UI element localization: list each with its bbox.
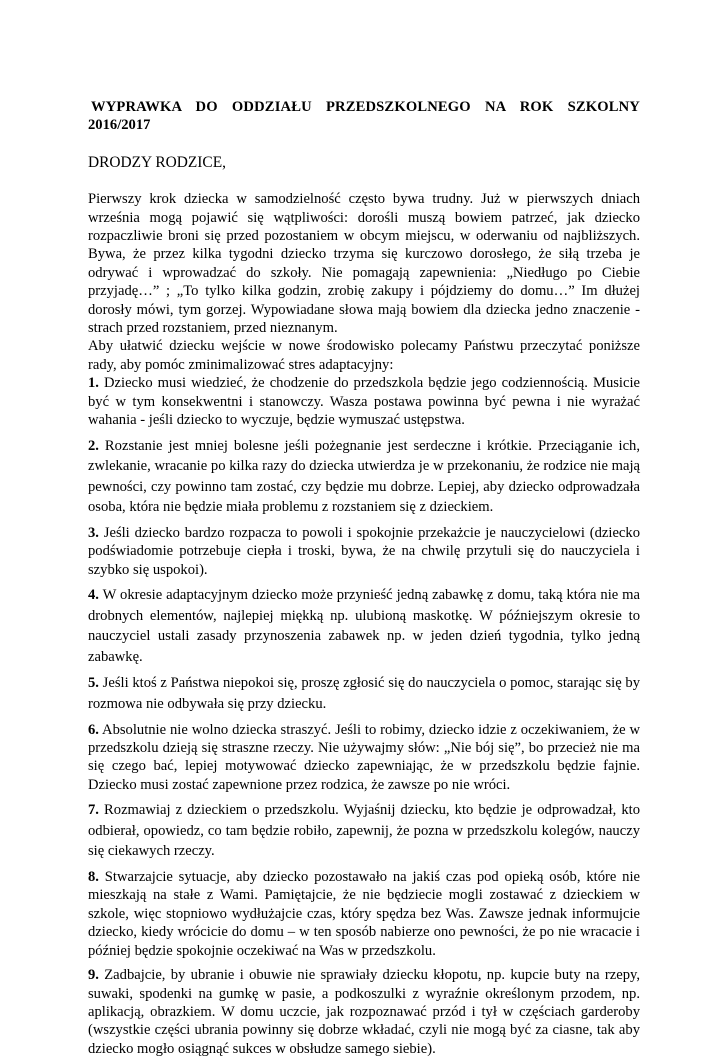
tip-text: Jeśli ktoś z Państwa niepokoi się, proszę zgłosić się do nauczyciela o pomoc, starając się by rozmowa nie odbywała się przy dziecku.	[88, 675, 640, 713]
tip-number: 8.	[88, 869, 99, 886]
tip-number: 7.	[88, 802, 99, 819]
intro-paragraph: Pierwszy krok dziecka w samodzielność często bywa trudny. Już w pierwszych dniach września mogą pojawić się wątpliwości: dorośli muszą bowiem patrzeć, jak dziecko rozpaczliwie broni się przed pozostaniem w obcym miejscu, w oderwaniu od najbliższych. Bywa, że przez kilka tygodni dziecko trzyma się kurczowo dorosłego, że siłą trzeba je odrywać i wprowadzać do szkoły. Nie pomagają zapewnienia: „Niedługo po Ciebie przyjadę…” ; „To tylko kilka godzin, zrobię zakupy i pójdziemy do domu…” Im dłużej dorosły mówi, tym gorzej. Wypowiadane słowa mają bowiem dla dziecka jedno znaczenie - strach przed rozstaniem, przed nieznanym.	[88, 191, 640, 337]
tip-number: 9.	[88, 967, 99, 984]
greeting: DRODZY RODZICE,	[88, 153, 226, 171]
tip-item-8	[88, 868, 640, 960]
tip-text: W okresie adaptacyjnym dziecko może przynieść jedną zabawkę z domu, taką która nie ma drobnych elementów, najlepiej miękką np. ulubioną maskotkę. W późniejszym okresie to nauczyciel ustali zasady przynoszenia zabawek np. w jeden dzień tygodnia, tylko jedną zabawkę.	[88, 587, 640, 665]
tip-number: 1.	[88, 375, 99, 392]
document-title: WYPRAWKA DO ODDZIAŁU PRZEDSZKOLNEGO NA ROK SZKOLNY	[91, 99, 640, 115]
lead-in-paragraph: Aby ułatwić dziecku wejście w nowe środowisko polecamy Państwu przeczytać poniższe rady, aby pomóc zminimalizować stres adaptacyjny:	[88, 338, 640, 373]
tips-list	[88, 374, 640, 1058]
document-content	[88, 98, 640, 1058]
tip-text: Stwarzajcie sytuacje, aby dziecko pozostawało na jakiś czas pod opieką osób, które nie mieszkają na stałe z Wami. Pamiętajcie, że nie będziecie mogli zostawać z dzieckiem w szkole, więc stopniowo wydłużajcie czas, który spędza bez Was. Zawsze jednak informujcie dziecko, kiedy wrócicie do domu – w ten sposób nabierze ono pewności, że po nie wracacie i później będzie spokojnie oczekiwać na Was w przedszkolu.	[88, 869, 640, 959]
tip-item-1	[88, 374, 640, 429]
tip-text: Jeśli dziecko bardzo rozpacza to powoli i spokojnie przekażcie je nauczycielowi (dziecko podświadomie potrzebuje ciepła i troski, bywa, że na chwilę przytuli się do nauczyciela i szybko się uspokoi).	[88, 524, 640, 578]
tip-item-3	[88, 524, 640, 579]
tip-item-6	[88, 721, 640, 795]
tip-number: 6.	[88, 721, 99, 738]
tip-text: Zadbajcie, by ubranie i obuwie nie sprawiały dziecku kłopotu, np. kupcie buty na rzepy, suwaki, spodenki na gumkę w pasie, a podkoszulki z wyraźnie określonym przodem, np. aplikacją, obrazkiem. W domu uczcie, jak rozpoznawać przód i tył w częściach garderoby (wszystkie części ubrania powinny się dobrze wkładać, czyli nie mogą być za ciasne, tak aby dziecko mogło osiągnąć sukces w obsłudze samego siebie).	[88, 967, 640, 1057]
tip-item-9	[88, 966, 640, 1058]
document-title-year: 2016/2017	[88, 117, 151, 134]
tip-number: 2.	[88, 437, 99, 454]
tip-text: Rozstanie jest mniej bolesne jeśli pożegnanie jest serdeczne i krótkie. Przeciąganie ich, zwlekanie, wracanie po kilka razy do dziecka utwierdza je w przekonaniu, że rodzice nie mają pewności, czy powinno tam zostać, czy będzie mu dobrze. Lepiej, aby dziecko odprowadzała osoba, która nie będzie miała problemu z rozstaniem się z dzieckiem.	[88, 437, 640, 516]
tip-text: Absolutnie nie wolno dziecka straszyć. Jeśli to robimy, dziecko idzie z oczekiwaniem, że w przedszkolu dzieją się straszne rzeczy. Nie używajmy słów: „Nie bój się”, bo przecież nie ma się czego bać, lepiej motywować dziecko zapewniając, że w przedszkolu będzie fajnie. Dziecko musi zostać zapewnione przez rodzica, że zawsze po nie wróci.	[88, 721, 640, 793]
tip-text: Rozmawiaj z dzieckiem o przedszkolu. Wyjaśnij dziecku, kto będzie je odprowadzał, kto odbierał, opowiedz, co tam będzie robiło, zapewnij, że pozna w przedszkolu kolegów, nauczy się ciekawych rzeczy.	[88, 802, 640, 860]
intro-section	[88, 190, 640, 374]
tip-item-4	[88, 585, 640, 667]
tip-text: Dziecko musi wiedzieć, że chodzenie do przedszkola będzie jego codziennością. Musicie być w tym konsekwentni i stanowczy. Wasza postawa powinna być pewna i nie wyrażać wahania - jeśli dziecko to wyczuje, będzie wymuszać ustępstwa.	[88, 375, 640, 429]
tip-item-5	[88, 673, 640, 714]
tip-number: 3.	[88, 524, 99, 541]
tip-number: 4.	[88, 587, 99, 604]
tip-item-2	[88, 436, 640, 518]
tip-number: 5.	[88, 675, 99, 692]
tip-item-7	[88, 800, 640, 862]
